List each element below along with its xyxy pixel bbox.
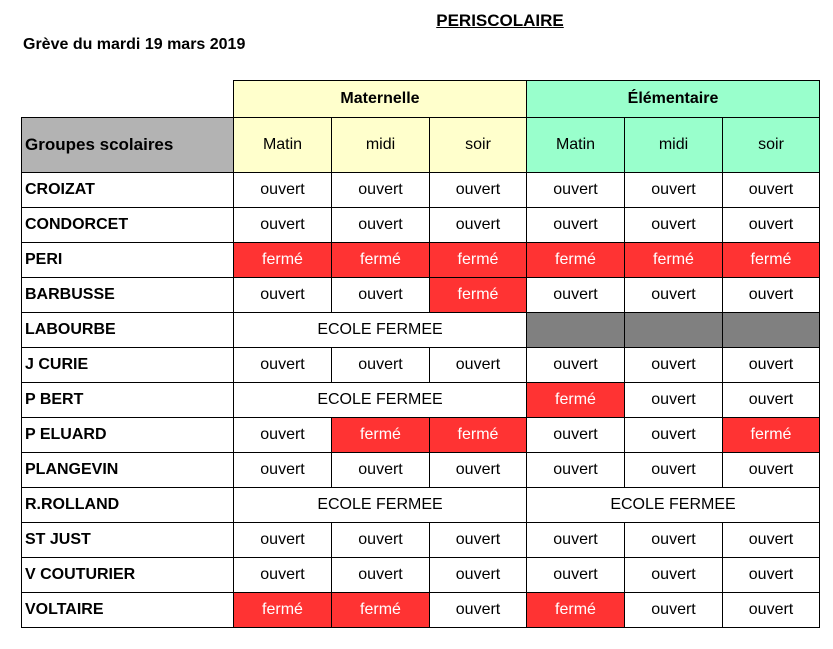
table-row	[22, 593, 820, 628]
periscolaire-table	[21, 80, 820, 628]
status-cell: ouvert	[332, 278, 430, 313]
status-cell: ouvert	[723, 593, 820, 628]
status-cell: fermé	[332, 418, 430, 453]
status-cell: fermé	[527, 383, 625, 418]
school-name: BARBUSSE	[22, 278, 234, 313]
status-cell: ouvert	[625, 278, 723, 313]
status-cell: ouvert	[430, 558, 527, 593]
status-cell: ouvert	[527, 348, 625, 383]
status-cell: fermé	[430, 418, 527, 453]
school-name: PLANGEVIN	[22, 453, 234, 488]
status-cell: ouvert	[723, 453, 820, 488]
status-cell	[723, 313, 820, 348]
table-row	[22, 523, 820, 558]
status-cell: fermé	[332, 593, 430, 628]
status-cell: ouvert	[234, 173, 332, 208]
status-cell: ouvert	[527, 208, 625, 243]
status-cell: ouvert	[625, 173, 723, 208]
table-row	[22, 208, 820, 243]
status-cell: ouvert	[723, 558, 820, 593]
status-cell: ouvert	[527, 558, 625, 593]
status-cell: fermé	[625, 243, 723, 278]
status-cell: ouvert	[723, 208, 820, 243]
status-cell: fermé	[527, 243, 625, 278]
status-cell: ouvert	[723, 383, 820, 418]
strike-date-subtitle: Grève du mardi 19 mars 2019	[23, 36, 246, 53]
table-row	[22, 313, 820, 348]
table-body	[22, 173, 820, 628]
school-name: P ELUARD	[22, 418, 234, 453]
table-row	[22, 243, 820, 278]
page-title: PERISCOLAIRE	[436, 11, 564, 30]
status-cell: ouvert	[625, 383, 723, 418]
status-cell: ouvert	[234, 208, 332, 243]
table-row	[22, 173, 820, 208]
status-cell: ouvert	[234, 278, 332, 313]
school-name: V COUTURIER	[22, 558, 234, 593]
table-row	[22, 453, 820, 488]
status-cell: ouvert	[527, 278, 625, 313]
slot-header: midi	[625, 118, 723, 173]
school-name: P BERT	[22, 383, 234, 418]
slot-header: soir	[723, 118, 820, 173]
status-cell: ouvert	[625, 593, 723, 628]
ecole-fermee-cell: ECOLE FERMEE	[234, 383, 527, 418]
status-cell: ouvert	[625, 418, 723, 453]
slot-header: soir	[430, 118, 527, 173]
status-cell: fermé	[527, 593, 625, 628]
status-cell: ouvert	[430, 348, 527, 383]
school-name: LABOURBE	[22, 313, 234, 348]
group-header-row	[22, 81, 820, 118]
status-cell: ouvert	[527, 453, 625, 488]
table-row	[22, 278, 820, 313]
table-row	[22, 348, 820, 383]
status-cell: ouvert	[625, 348, 723, 383]
table-row	[22, 558, 820, 593]
school-name: R.ROLLAND	[22, 488, 234, 523]
slot-header: Matin	[234, 118, 332, 173]
school-name: ST JUST	[22, 523, 234, 558]
status-cell: ouvert	[234, 523, 332, 558]
status-cell: ouvert	[625, 208, 723, 243]
table-row	[22, 488, 820, 523]
status-cell: ouvert	[332, 173, 430, 208]
status-cell: ouvert	[625, 453, 723, 488]
status-cell: ouvert	[723, 348, 820, 383]
school-name: CONDORCET	[22, 208, 234, 243]
status-cell: ouvert	[234, 453, 332, 488]
status-cell: ouvert	[332, 523, 430, 558]
ecole-fermee-cell: ECOLE FERMEE	[234, 313, 527, 348]
status-cell: ouvert	[430, 173, 527, 208]
status-cell: fermé	[723, 243, 820, 278]
status-cell: fermé	[430, 278, 527, 313]
table-row	[22, 383, 820, 418]
school-name: J CURIE	[22, 348, 234, 383]
status-cell: ouvert	[332, 558, 430, 593]
school-name: VOLTAIRE	[22, 593, 234, 628]
slot-header-row	[22, 118, 820, 173]
groupes-scolaires-header: Groupes scolaires	[22, 118, 234, 173]
status-cell: ouvert	[430, 523, 527, 558]
status-cell: ouvert	[332, 348, 430, 383]
status-cell: fermé	[332, 243, 430, 278]
status-cell: ouvert	[430, 593, 527, 628]
school-name: CROIZAT	[22, 173, 234, 208]
status-cell: fermé	[234, 593, 332, 628]
elementaire-header: Élémentaire	[527, 81, 820, 118]
slot-header: midi	[332, 118, 430, 173]
status-cell: ouvert	[527, 418, 625, 453]
status-cell: ouvert	[625, 523, 723, 558]
status-cell: ouvert	[527, 523, 625, 558]
school-name: PERI	[22, 243, 234, 278]
status-cell: ouvert	[625, 558, 723, 593]
status-cell: fermé	[430, 243, 527, 278]
status-cell: ouvert	[234, 348, 332, 383]
maternelle-header: Maternelle	[234, 81, 527, 118]
status-cell: ouvert	[723, 278, 820, 313]
status-cell: ouvert	[527, 173, 625, 208]
status-cell: ouvert	[430, 453, 527, 488]
status-cell	[625, 313, 723, 348]
status-cell: ouvert	[234, 418, 332, 453]
status-cell: fermé	[234, 243, 332, 278]
status-cell: ouvert	[332, 208, 430, 243]
status-cell	[527, 313, 625, 348]
slot-header: Matin	[527, 118, 625, 173]
ecole-fermee-cell: ECOLE FERMEE	[234, 488, 527, 523]
status-cell: fermé	[723, 418, 820, 453]
status-cell: ouvert	[332, 453, 430, 488]
status-cell: ouvert	[234, 558, 332, 593]
status-cell: ouvert	[723, 523, 820, 558]
ecole-fermee-cell: ECOLE FERMEE	[527, 488, 820, 523]
table-row	[22, 418, 820, 453]
status-cell: ouvert	[430, 208, 527, 243]
status-cell: ouvert	[723, 173, 820, 208]
blank-corner	[22, 81, 234, 118]
